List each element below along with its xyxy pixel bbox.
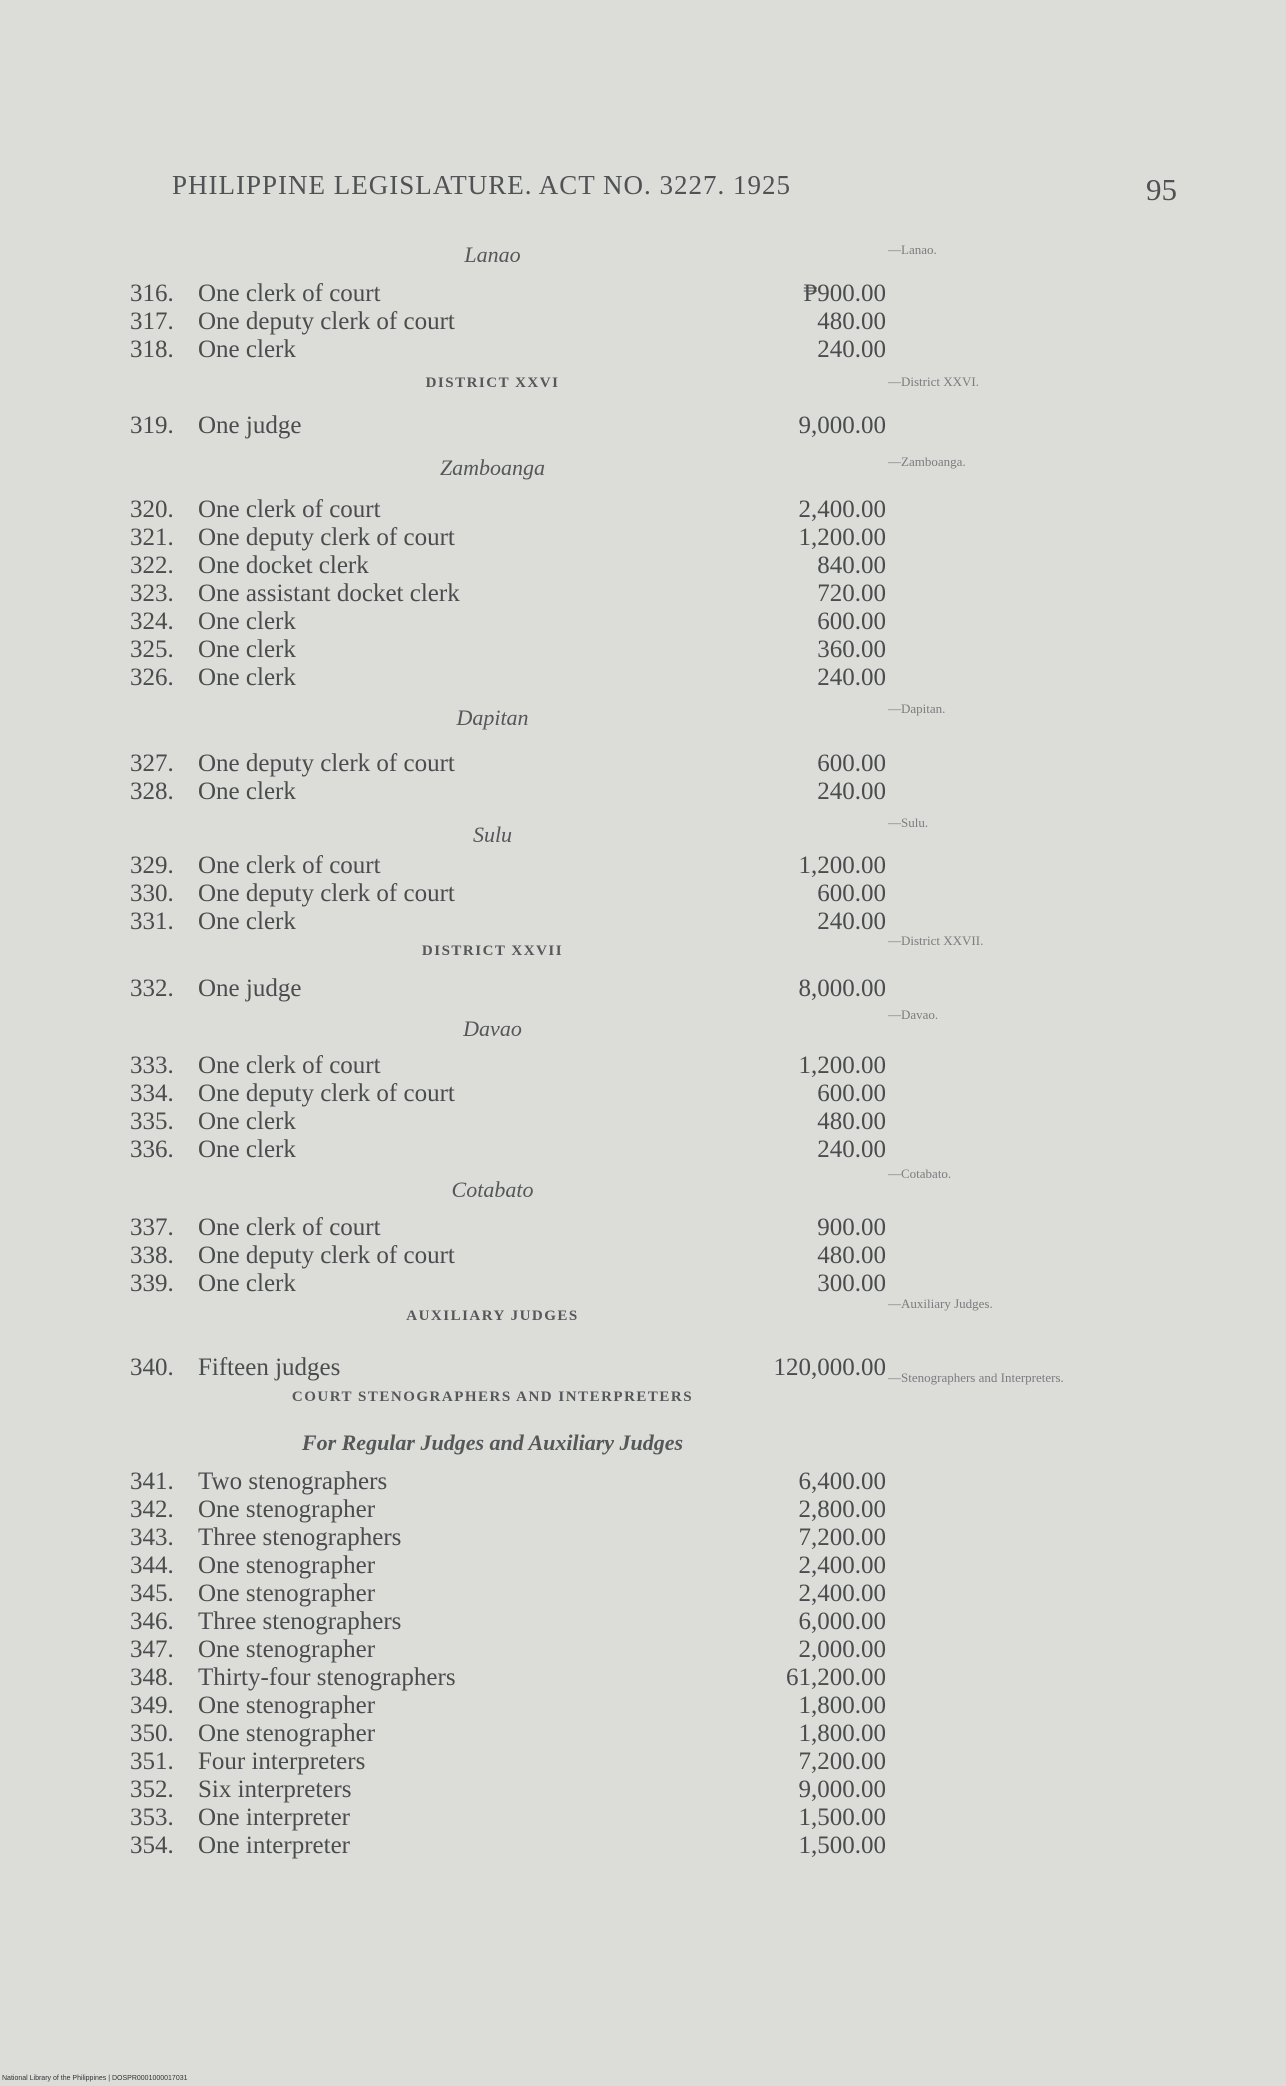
- item-amount: 720.00: [817, 580, 886, 607]
- section-heading: Cotabato: [451, 1177, 534, 1202]
- item-description-text: One clerk of court: [198, 280, 381, 307]
- item-description: [198, 750, 818, 778]
- item-description: [198, 552, 818, 580]
- margin-note: —Zamboanga.: [888, 454, 966, 469]
- section-heading: Zamboanga: [439, 455, 546, 480]
- footer-stamp: National Library of the Philippines | DOSPR0001000017031: [2, 2075, 188, 2082]
- item-description: [198, 1214, 818, 1242]
- item-description: [198, 1748, 818, 1776]
- item-number: 325.: [130, 636, 174, 663]
- item-description-text: One interpreter: [198, 1832, 351, 1859]
- item-description-text: One interpreter: [198, 1804, 351, 1831]
- line-item: [130, 1214, 890, 1242]
- item-number: 322.: [130, 552, 174, 579]
- section-heading: AUXILIARY JUDGES: [406, 1308, 579, 1324]
- line-item: [130, 1748, 890, 1776]
- item-description: [198, 1242, 818, 1270]
- item-amount: 600.00: [817, 608, 886, 635]
- item-description: [198, 524, 818, 552]
- item-amount: 120,000.00: [773, 1354, 886, 1381]
- item-amount: 2,800.00: [798, 1496, 886, 1523]
- item-description: [198, 1496, 818, 1524]
- item-number: 351.: [130, 1748, 174, 1775]
- item-description: [198, 975, 818, 1003]
- item-description-text: Four interpreters: [198, 1748, 366, 1775]
- item-description-text: One clerk: [198, 664, 296, 691]
- item-amount: 600.00: [817, 750, 886, 777]
- item-number: 330.: [130, 880, 174, 907]
- item-number: 331.: [130, 908, 174, 935]
- item-description-text: Thirty-four stenographers: [198, 1664, 456, 1691]
- item-description: [198, 1832, 818, 1860]
- line-item: [130, 975, 890, 1003]
- item-description-text: Two stenographers: [198, 1468, 388, 1495]
- line-item: [130, 1580, 890, 1608]
- line-item: [130, 308, 890, 336]
- item-amount: 1,200.00: [798, 1052, 886, 1079]
- item-amount: 6,400.00: [798, 1468, 886, 1495]
- item-number: 339.: [130, 1270, 174, 1297]
- line-item: [130, 280, 890, 308]
- item-amount: 1,800.00: [798, 1692, 886, 1719]
- item-description-text: One stenographer: [198, 1636, 376, 1663]
- item-description-text: One deputy clerk of court: [198, 524, 455, 551]
- item-amount: 1,800.00: [798, 1720, 886, 1747]
- item-number: 335.: [130, 1108, 174, 1135]
- item-amount: 240.00: [817, 908, 886, 935]
- item-amount: 9,000.00: [798, 412, 886, 439]
- item-description: [198, 1270, 818, 1298]
- item-description: [198, 308, 818, 336]
- item-description: [198, 1108, 818, 1136]
- item-number: 320.: [130, 496, 174, 523]
- item-description: [198, 1692, 818, 1720]
- item-number: 342.: [130, 1496, 174, 1523]
- page-header: PHILIPPINE LEGISLATURE. ACT NO. 3227. 1925: [172, 170, 792, 200]
- item-number: 345.: [130, 1580, 174, 1607]
- item-description-text: One deputy clerk of court: [198, 308, 455, 335]
- line-item: [130, 908, 890, 936]
- margin-note: —Lanao.: [888, 242, 937, 257]
- line-item: [130, 1496, 890, 1524]
- item-description: [198, 1608, 818, 1636]
- section-heading: Lanao: [464, 242, 521, 267]
- item-amount: 360.00: [817, 636, 886, 663]
- item-description: [198, 1720, 818, 1748]
- item-description-text: One judge: [198, 412, 302, 439]
- line-item: [130, 1552, 890, 1580]
- section-heading: DISTRICT XXVI: [425, 375, 560, 391]
- item-description-text: Fifteen judges: [198, 1354, 341, 1381]
- item-description-text: One stenographer: [198, 1692, 376, 1719]
- line-item: [130, 1776, 890, 1804]
- item-amount: 240.00: [817, 664, 886, 691]
- item-description: [198, 1776, 818, 1804]
- item-number: 318.: [130, 336, 174, 363]
- item-number: 323.: [130, 580, 174, 607]
- item-number: 326.: [130, 664, 174, 691]
- item-number: 341.: [130, 1468, 174, 1495]
- line-item: [130, 1524, 890, 1552]
- item-number: 324.: [130, 608, 174, 635]
- item-number: 317.: [130, 308, 174, 335]
- item-description-text: One stenographer: [198, 1496, 376, 1523]
- item-description-text: One deputy clerk of court: [198, 1242, 455, 1269]
- item-description-text: One stenographer: [198, 1580, 376, 1607]
- page-number: 95: [1146, 172, 1177, 207]
- item-description-text: One judge: [198, 975, 302, 1002]
- section-heading: COURT STENOGRAPHERS AND INTERPRETERS: [291, 1389, 694, 1405]
- item-description: [198, 280, 818, 308]
- margin-note: —Dapitan.: [888, 701, 946, 716]
- item-description-text: One clerk: [198, 1270, 296, 1297]
- item-number: 348.: [130, 1664, 174, 1691]
- item-number: 316.: [130, 280, 174, 307]
- item-description-text: One assistant docket clerk: [198, 580, 460, 607]
- item-amount: 480.00: [817, 1242, 886, 1269]
- item-amount: 8,000.00: [798, 975, 886, 1002]
- item-amount: 1,200.00: [798, 852, 886, 879]
- line-item: [130, 1242, 890, 1270]
- item-description-text: One deputy clerk of court: [198, 1080, 455, 1107]
- item-amount: 7,200.00: [798, 1524, 886, 1551]
- item-number: 340.: [130, 1354, 174, 1381]
- margin-note: —Sulu.: [888, 815, 929, 830]
- line-item: [130, 1664, 890, 1692]
- margin-note: —Stenographers and Interpreters.: [888, 1370, 1064, 1385]
- item-description: [198, 1580, 818, 1608]
- margin-note: —Davao.: [888, 1007, 939, 1022]
- item-amount: 1,500.00: [798, 1804, 886, 1831]
- item-description: [198, 778, 818, 806]
- line-item: [130, 778, 890, 806]
- item-number: 334.: [130, 1080, 174, 1107]
- line-item: [130, 636, 890, 664]
- item-description-text: One clerk: [198, 1136, 296, 1163]
- item-number: 353.: [130, 1804, 174, 1831]
- section-heading: Davao: [463, 1016, 522, 1041]
- item-description-text: One deputy clerk of court: [198, 880, 455, 907]
- item-amount: 240.00: [817, 778, 886, 805]
- item-number: 327.: [130, 750, 174, 777]
- line-item: [130, 1636, 890, 1664]
- item-amount: 61,200.00: [786, 1664, 886, 1691]
- item-description-text: One clerk: [198, 1108, 296, 1135]
- item-amount: 2,000.00: [798, 1636, 886, 1663]
- item-amount: 240.00: [817, 1136, 886, 1163]
- line-item: [130, 1468, 890, 1496]
- line-item: [130, 880, 890, 908]
- item-description: [198, 636, 818, 664]
- item-number: 346.: [130, 1608, 174, 1635]
- item-description: [198, 880, 818, 908]
- item-description-text: One stenographer: [198, 1552, 376, 1579]
- item-number: 321.: [130, 524, 174, 551]
- line-item: [130, 1080, 890, 1108]
- line-item: [130, 1354, 890, 1382]
- item-amount: 1,200.00: [798, 524, 886, 551]
- item-amount: 2,400.00: [798, 1552, 886, 1579]
- item-number: 343.: [130, 1524, 174, 1551]
- line-item: [130, 1832, 890, 1860]
- line-item: [130, 664, 890, 692]
- item-amount: 480.00: [817, 308, 886, 335]
- item-description-text: One clerk of court: [198, 1052, 381, 1079]
- item-description-text: One docket clerk: [198, 552, 369, 579]
- item-description: [198, 852, 818, 880]
- item-description: [198, 580, 818, 608]
- item-description-text: One clerk: [198, 908, 296, 935]
- item-description-text: One clerk: [198, 336, 296, 363]
- item-amount: 600.00: [817, 1080, 886, 1107]
- item-amount: 7,200.00: [798, 1748, 886, 1775]
- line-item: [130, 1720, 890, 1748]
- item-amount: 6,000.00: [798, 1608, 886, 1635]
- item-number: 354.: [130, 1832, 174, 1859]
- line-item: [130, 1608, 890, 1636]
- item-number: 338.: [130, 1242, 174, 1269]
- item-description-text: One clerk of court: [198, 1214, 381, 1241]
- line-item: [130, 1108, 890, 1136]
- item-description-text: One clerk of court: [198, 852, 381, 879]
- section-heading: Dapitan: [456, 705, 529, 730]
- item-number: 347.: [130, 1636, 174, 1663]
- item-amount: 240.00: [817, 336, 886, 363]
- item-description: [198, 1468, 818, 1496]
- item-description-text: One clerk: [198, 778, 296, 805]
- item-number: 319.: [130, 412, 174, 439]
- line-item: [130, 1136, 890, 1164]
- item-amount: 840.00: [817, 552, 886, 579]
- item-amount: 1,500.00: [798, 1832, 886, 1859]
- item-description-text: One clerk of court: [198, 496, 381, 523]
- item-description-text: Six interpreters: [198, 1776, 352, 1803]
- item-description-text: One clerk: [198, 636, 296, 663]
- item-description: [198, 1524, 818, 1552]
- item-description: [198, 1354, 818, 1382]
- item-amount: 2,400.00: [798, 496, 886, 523]
- line-item: [130, 336, 890, 364]
- item-description: [198, 336, 818, 364]
- item-description-text: One clerk: [198, 608, 296, 635]
- item-number: 329.: [130, 852, 174, 879]
- margin-note: —Auxiliary Judges.: [888, 1296, 993, 1311]
- item-description: [198, 1080, 818, 1108]
- item-description: [198, 1136, 818, 1164]
- line-item: [130, 608, 890, 636]
- item-number: 332.: [130, 975, 174, 1002]
- line-item: [130, 580, 890, 608]
- item-description: [198, 1552, 818, 1580]
- item-description: [198, 496, 818, 524]
- line-item: [130, 552, 890, 580]
- line-item: [130, 852, 890, 880]
- item-amount: 9,000.00: [798, 1776, 886, 1803]
- item-number: 350.: [130, 1720, 174, 1747]
- item-amount: 480.00: [817, 1108, 886, 1135]
- item-number: 349.: [130, 1692, 174, 1719]
- line-item: [130, 1804, 890, 1832]
- line-item: [130, 1052, 890, 1080]
- line-item: [130, 412, 890, 440]
- item-description: [198, 1636, 818, 1664]
- item-description-text: One deputy clerk of court: [198, 750, 455, 777]
- item-description: [198, 1804, 818, 1832]
- line-item: [130, 1692, 890, 1720]
- line-item: [130, 1270, 890, 1298]
- margin-note: —District XXVI.: [888, 374, 979, 389]
- item-description: [198, 608, 818, 636]
- item-description-text: Three stenographers: [198, 1524, 402, 1551]
- item-amount: 2,400.00: [798, 1580, 886, 1607]
- item-description: [198, 1052, 818, 1080]
- item-amount: 900.00: [817, 1214, 886, 1241]
- item-number: 333.: [130, 1052, 174, 1079]
- item-description: [198, 1664, 818, 1692]
- item-description: [198, 664, 818, 692]
- item-amount: ₱900.00: [803, 280, 886, 307]
- margin-note: —Cotabato.: [888, 1166, 952, 1181]
- item-amount: 300.00: [817, 1270, 886, 1297]
- margin-note: —District XXVII.: [888, 933, 984, 948]
- line-item: [130, 750, 890, 778]
- line-item: [130, 496, 890, 524]
- item-description: [198, 412, 818, 440]
- item-number: 336.: [130, 1136, 174, 1163]
- item-description: [198, 908, 818, 936]
- item-number: 352.: [130, 1776, 174, 1803]
- item-number: 344.: [130, 1552, 174, 1579]
- section-heading: DISTRICT XXVII: [421, 943, 564, 959]
- item-description-text: Three stenographers: [198, 1608, 402, 1635]
- item-amount: 600.00: [817, 880, 886, 907]
- item-number: 328.: [130, 778, 174, 805]
- item-description-text: One stenographer: [198, 1720, 376, 1747]
- section-heading: Sulu: [472, 822, 513, 847]
- line-item: [130, 524, 890, 552]
- section-subheading: For Regular Judges and Auxiliary Judges: [301, 1430, 684, 1455]
- item-number: 337.: [130, 1214, 174, 1241]
